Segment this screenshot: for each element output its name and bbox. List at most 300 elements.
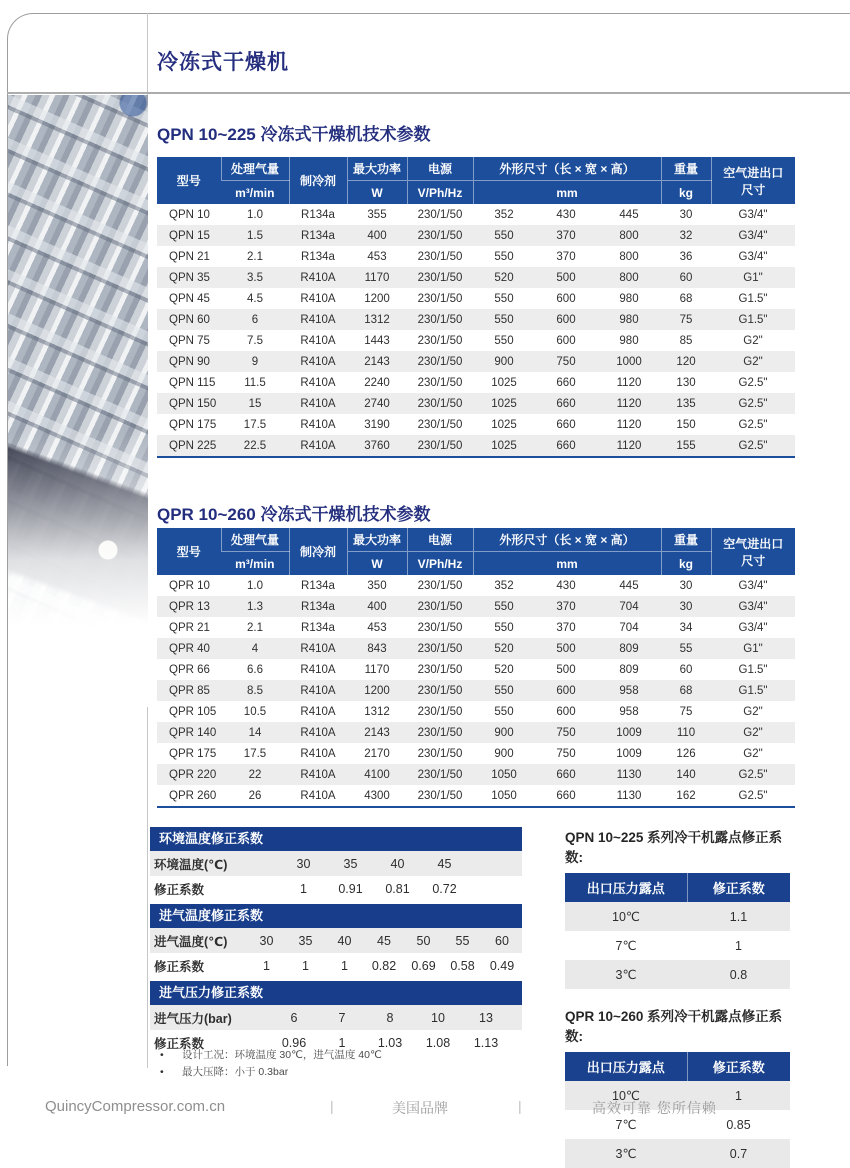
table-cell: 520 [494, 663, 514, 676]
table-cell: 1.13 [473, 1035, 499, 1050]
table-cell: 55 [679, 642, 693, 655]
col-port-header [711, 528, 795, 575]
table-cell: 修正系数 [154, 1036, 205, 1051]
table-cell: G2.5" [738, 768, 768, 781]
col-capacity-unit: m³/min [221, 552, 289, 576]
table-cell: R134a [301, 208, 335, 221]
table-cell: QPR 105 [169, 705, 217, 718]
table-cell: 0.91 [338, 881, 363, 896]
header-rule-line [7, 92, 850, 94]
table-cell: G2.5" [738, 418, 768, 431]
table-cell: G2.5" [738, 397, 768, 410]
table-row [157, 617, 795, 638]
table-cell: 660 [556, 397, 576, 410]
table-cell: 3190 [364, 418, 390, 431]
table-cell [468, 851, 522, 876]
table-cell: 660 [556, 439, 576, 452]
table-cell: 400 [367, 600, 387, 613]
table-cell: 17.5 [243, 747, 267, 760]
qpr-dew-title: QPR 10~260 系列冷干机露点修正系数: [565, 1009, 783, 1044]
table-cell: 进气温度(℃) [154, 934, 228, 949]
table-cell: 1009 [616, 747, 642, 760]
table-cell: QPN 60 [169, 313, 210, 326]
table-cell: 1025 [491, 418, 517, 431]
table-cell: 0.96 [281, 1035, 307, 1050]
table-row [150, 953, 522, 978]
table-cell: QPN 225 [169, 439, 217, 452]
table-cell: G3/4" [738, 621, 768, 634]
table-cell: 6 [251, 313, 259, 326]
table-cell: 230/1/50 [417, 208, 463, 221]
table-cell: 30 [679, 600, 693, 613]
table-row [157, 435, 795, 457]
table-cell: 60 [679, 271, 693, 284]
table-cell: 230/1/50 [417, 271, 463, 284]
table-cell: 600 [556, 684, 576, 697]
table-row [150, 876, 522, 901]
table-cell: 550 [494, 313, 514, 326]
table-row [157, 743, 795, 764]
table-cell: 1000 [616, 355, 642, 368]
table-cell: R410A [300, 789, 336, 802]
table-cell: 35 [298, 933, 313, 948]
col-model-header: 型号 [157, 157, 221, 204]
table-cell: R134a [301, 600, 335, 613]
table-cell: 550 [494, 705, 514, 718]
table-cell: G2" [743, 334, 763, 347]
table-cell: 15 [248, 397, 262, 410]
table-cell: 660 [556, 376, 576, 389]
table-cell: 3760 [364, 439, 390, 452]
table-cell: 110 [676, 726, 696, 739]
table-cell: 230/1/50 [417, 789, 463, 802]
table-cell: R410A [300, 768, 336, 781]
col-supply-header: 电源 [407, 157, 473, 181]
table-cell: G2" [743, 747, 763, 760]
table-cell: 1025 [491, 439, 517, 452]
table-cell: 230/1/50 [417, 684, 463, 697]
dew-col-dewpoint-header: 出口压力露点 [565, 873, 687, 902]
table-cell: 453 [367, 621, 387, 634]
table-cell: R410A [300, 355, 336, 368]
table-cell: 1 [341, 958, 348, 973]
table-cell: 1200 [364, 684, 390, 697]
table-cell: 230/1/50 [417, 334, 463, 347]
table-cell: 30 [259, 933, 274, 948]
table-cell: 352 [494, 579, 514, 592]
table-cell: 600 [556, 705, 576, 718]
table-cell: 1 [735, 1088, 742, 1103]
table-cell: R410A [300, 642, 336, 655]
table-cell: 1120 [616, 376, 642, 389]
table-cell: 230/1/50 [417, 292, 463, 305]
port-header-line1: 空气进出口 [723, 536, 784, 551]
table-row [157, 575, 795, 596]
table-cell: QPN 150 [169, 397, 217, 410]
inlet-temp-table-header: 进气温度修正系数 [150, 904, 522, 928]
table-cell: QPR 13 [169, 600, 210, 613]
table-cell: QPN 10 [169, 208, 210, 221]
table-cell: 140 [676, 768, 696, 781]
table-cell: 30 [296, 856, 311, 871]
table-cell: 7℃ [615, 1118, 637, 1132]
table-cell: 13 [479, 1010, 493, 1025]
table-cell: 1.03 [377, 1035, 403, 1050]
table-cell: G1.5" [738, 313, 768, 326]
table-cell: 85 [679, 334, 693, 347]
table-cell: QPN 21 [169, 250, 210, 263]
table-cell: 150 [676, 418, 696, 431]
table-cell: R134a [301, 229, 335, 242]
table-row [157, 288, 795, 309]
table-cell: 1130 [616, 789, 642, 802]
bullet-icon: • [160, 1066, 164, 1078]
table-row [157, 351, 795, 372]
table-cell: 1050 [491, 789, 517, 802]
table-cell: 3℃ [615, 1147, 637, 1161]
table-cell: 958 [619, 684, 639, 697]
ambient-temp-table [150, 851, 522, 901]
table-cell: 2240 [364, 376, 390, 389]
table-cell: QPR 175 [169, 747, 217, 760]
table-cell: 600 [556, 292, 576, 305]
table-cell: G2" [743, 705, 763, 718]
table-row [157, 785, 795, 807]
table-cell: QPR 220 [169, 768, 217, 781]
table-cell: 126 [676, 747, 696, 760]
table-cell: 40 [390, 856, 405, 871]
table-cell: 1 [338, 1035, 346, 1050]
table-cell: 350 [367, 579, 387, 592]
table-row [157, 204, 795, 225]
table-row [150, 1005, 522, 1030]
table-cell: 355 [367, 208, 387, 221]
col-weight-header: 重量 [661, 157, 711, 181]
table-cell: 550 [494, 334, 514, 347]
table-row [565, 931, 790, 960]
table-cell: G2" [743, 726, 763, 739]
table-cell: 660 [556, 418, 576, 431]
table-cell: R134a [301, 621, 335, 634]
table-cell: G3/4" [738, 250, 768, 263]
table-cell: 230/1/50 [417, 229, 463, 242]
table-cell: 750 [556, 355, 576, 368]
table-row [157, 596, 795, 617]
qpr-section-title: QPR 10~260 冷冻式干燥机技术参数 [157, 505, 431, 524]
qpn-spec-table [157, 157, 795, 458]
table-cell: 60 [495, 933, 509, 948]
table-cell: 230/1/50 [417, 705, 463, 718]
piping-photo [8, 95, 148, 707]
table-cell: 0.82 [371, 958, 397, 973]
table-cell: 550 [494, 600, 514, 613]
table-cell: R410A [300, 684, 336, 697]
table-cell: 1.3 [247, 600, 263, 613]
table-cell: R410A [300, 334, 336, 347]
table-cell: 4 [251, 642, 259, 655]
inlet-pressure-table-header: 进气压力修正系数 [150, 981, 522, 1005]
dew-col-dewpoint-header: 出口压力露点 [565, 1052, 687, 1081]
table-row [157, 393, 795, 414]
table-cell: 520 [494, 271, 514, 284]
table-cell: 800 [619, 271, 639, 284]
note-max-pressure-drop [160, 1064, 520, 1081]
table-row [157, 638, 795, 659]
table-cell: QPN 45 [169, 292, 210, 305]
table-cell: 环境温度(℃) [154, 857, 228, 872]
table-cell: 445 [619, 208, 639, 221]
inlet-temp-table [150, 928, 522, 978]
table-row [157, 722, 795, 743]
table-cell: G2.5" [738, 376, 768, 389]
note-design-conditions [160, 1047, 520, 1064]
page-title: 冷冻式干燥机 [157, 51, 289, 74]
table-row [157, 267, 795, 288]
table-cell: 17.5 [243, 418, 267, 431]
table-cell: 1.08 [425, 1035, 451, 1050]
table-cell: 660 [556, 789, 576, 802]
col-dims-header: 外形尺寸（长 × 宽 × 高） [473, 157, 661, 181]
col-refrigerant-header: 制冷剂 [289, 157, 347, 204]
table-cell [468, 876, 522, 901]
table-cell: 230/1/50 [417, 376, 463, 389]
table-cell: 352 [494, 208, 514, 221]
table-cell: R134a [301, 579, 335, 592]
table-cell: 1312 [364, 705, 390, 718]
table-row [565, 902, 790, 931]
table-cell: 4.5 [247, 292, 263, 305]
table-row [157, 680, 795, 701]
table-cell: R410A [300, 292, 336, 305]
table-cell: 36 [679, 250, 693, 263]
table-cell: 704 [619, 600, 639, 613]
table-cell: 230/1/50 [417, 250, 463, 263]
table-cell: 75 [679, 705, 693, 718]
note-text: 设计工况：环境温度 30℃，进气温度 40℃ [182, 1049, 382, 1061]
col-supply-unit: V/Ph/Hz [407, 552, 473, 576]
design-notes [160, 1047, 520, 1081]
qpn-dew-table-header [565, 873, 790, 902]
table-cell: 0.72 [432, 881, 457, 896]
table-cell: 980 [619, 334, 639, 347]
table-cell: 2.1 [247, 250, 263, 263]
table-cell: QPN 175 [169, 418, 217, 431]
table-cell: QPN 90 [169, 355, 210, 368]
table-cell: 8 [386, 1010, 394, 1025]
table-cell: 1025 [491, 397, 517, 410]
table-cell: 8.5 [247, 684, 263, 697]
table-cell: 230/1/50 [417, 313, 463, 326]
ambient-temp-table-body [150, 851, 522, 901]
table-cell: G2.5" [738, 789, 768, 802]
table-row [157, 414, 795, 435]
table-cell: 230/1/50 [417, 642, 463, 655]
table-row [157, 225, 795, 246]
table-cell: 7 [338, 1010, 346, 1025]
table-cell: 843 [367, 642, 387, 655]
table-cell: 1 [735, 938, 742, 953]
table-cell: 1050 [491, 768, 517, 781]
table-cell: G3/4" [738, 600, 768, 613]
table-cell: 1120 [616, 439, 642, 452]
table-cell: 500 [556, 642, 576, 655]
table-cell: 9 [251, 355, 259, 368]
table-cell: 1120 [616, 397, 642, 410]
port-header-line2: 尺寸 [741, 553, 766, 568]
table-cell: 60 [679, 663, 693, 676]
table-cell: 26 [248, 789, 262, 802]
table-cell: 4300 [364, 789, 390, 802]
note-text: 最大压降：小于 0.3bar [182, 1066, 289, 1078]
table-cell: 32 [679, 229, 693, 242]
table-cell: 900 [494, 726, 514, 739]
table-cell: 1.0 [247, 208, 263, 221]
table-cell: 1 [263, 958, 270, 973]
table-cell: 550 [494, 684, 514, 697]
table-cell: R410A [300, 418, 336, 431]
table-cell: 10℃ [612, 910, 640, 924]
table-cell: 1 [302, 958, 309, 973]
table-cell: 1443 [364, 334, 390, 347]
qpn-table-header [157, 157, 795, 204]
table-cell: 14 [248, 726, 262, 739]
footer-brand-tagline: 美国品牌 [392, 1100, 448, 1116]
table-cell: G2" [743, 355, 763, 368]
table-cell: 230/1/50 [417, 579, 463, 592]
col-power-header: 最大功率 [347, 157, 407, 181]
footer-separator: | [330, 1098, 334, 1114]
table-cell: QPR 10 [169, 579, 210, 592]
qpn-dew-title: QPN 10~225 系列冷干机露点修正系数: [565, 830, 783, 865]
table-cell: 修正系数 [154, 882, 205, 897]
table-row [157, 330, 795, 351]
table-cell: 6.6 [247, 663, 263, 676]
table-cell: 230/1/50 [417, 726, 463, 739]
page-footer [0, 1098, 850, 1128]
table-cell: 550 [494, 621, 514, 634]
table-cell: G1.5" [738, 663, 768, 676]
table-cell: 750 [556, 747, 576, 760]
table-row [157, 764, 795, 785]
table-cell: 0.81 [385, 881, 410, 896]
table-cell: G1" [743, 271, 763, 284]
table-cell: 704 [619, 621, 639, 634]
table-cell: QPR 260 [169, 789, 217, 802]
table-cell: 230/1/50 [417, 397, 463, 410]
table-cell: R410A [300, 397, 336, 410]
table-cell: 130 [676, 376, 696, 389]
table-cell: 1025 [491, 376, 517, 389]
qpr-table-body [157, 575, 795, 807]
table-cell: 230/1/50 [417, 355, 463, 368]
table-cell: 980 [619, 313, 639, 326]
table-row [150, 928, 522, 953]
col-power-header: 最大功率 [347, 528, 407, 552]
table-cell: QPR 21 [169, 621, 210, 634]
table-cell: 230/1/50 [417, 747, 463, 760]
table-cell: 135 [676, 397, 696, 410]
table-cell: R410A [300, 439, 336, 452]
bullet-icon: • [160, 1049, 164, 1061]
table-cell: 600 [556, 313, 576, 326]
correction-tables-block [150, 827, 522, 1055]
table-row [157, 659, 795, 680]
col-weight-header: 重量 [661, 528, 711, 552]
table-cell: 50 [416, 933, 431, 948]
table-cell: 6 [290, 1010, 298, 1025]
table-cell: 230/1/50 [417, 621, 463, 634]
footer-separator: | [518, 1098, 522, 1114]
qpn-table-body [157, 204, 795, 457]
table-cell: 1130 [616, 768, 642, 781]
table-cell: 453 [367, 250, 387, 263]
ambient-temp-table-header: 环境温度修正系数 [150, 827, 522, 851]
table-cell: 370 [556, 621, 576, 634]
table-cell: 进气压力(bar) [154, 1011, 232, 1026]
table-cell: 550 [494, 229, 514, 242]
table-cell: QPN 15 [169, 229, 210, 242]
table-cell: 230/1/50 [417, 663, 463, 676]
table-cell: 230/1/50 [417, 439, 463, 452]
table-cell: 10℃ [612, 1089, 640, 1103]
table-cell: 900 [494, 747, 514, 760]
table-cell: 155 [676, 439, 696, 452]
table-cell: 0.7 [729, 1146, 748, 1161]
col-power-unit: W [347, 552, 407, 576]
table-cell: 75 [679, 313, 693, 326]
footer-slogan: 高效可靠 您所信赖 [592, 1100, 717, 1116]
table-cell: 800 [619, 250, 639, 263]
col-capacity-unit: m³/min [221, 181, 289, 205]
table-cell: 22.5 [243, 439, 267, 452]
inlet-temp-table-body [150, 928, 522, 978]
table-cell: R410A [300, 705, 336, 718]
table-cell [510, 1005, 522, 1030]
table-cell: 809 [619, 663, 639, 676]
table-cell: 4100 [364, 768, 390, 781]
table-cell: G1" [743, 642, 763, 655]
table-cell: 550 [494, 292, 514, 305]
col-supply-unit: V/Ph/Hz [407, 181, 473, 205]
dew-col-factor-header: 修正系数 [687, 873, 790, 902]
table-cell: 445 [619, 579, 639, 592]
table-cell: 980 [619, 292, 639, 305]
table-cell: 34 [679, 621, 693, 634]
table-cell: QPN 35 [169, 271, 210, 284]
table-cell: 10 [431, 1010, 445, 1025]
table-cell: 162 [676, 789, 696, 802]
port-header-line1: 空气进出口 [723, 165, 784, 180]
table-cell: 600 [556, 334, 576, 347]
table-cell: 430 [556, 208, 576, 221]
table-row [565, 960, 790, 989]
col-power-unit: W [347, 181, 407, 205]
col-dims-header: 外形尺寸（长 × 宽 × 高） [473, 528, 661, 552]
table-cell: 2170 [364, 747, 390, 760]
table-cell: 370 [556, 250, 576, 263]
table-cell: 958 [619, 705, 639, 718]
qpr-dew-table-header [565, 1052, 790, 1081]
table-cell: QPN 115 [169, 376, 216, 389]
table-cell: 7℃ [615, 939, 637, 953]
table-cell: 1009 [616, 726, 642, 739]
table-cell: R410A [300, 313, 336, 326]
table-cell: 55 [455, 933, 470, 948]
table-cell: R410A [300, 663, 336, 676]
table-cell: 修正系数 [154, 959, 205, 974]
table-cell: 68 [679, 684, 693, 697]
table-cell: R134a [301, 250, 335, 263]
